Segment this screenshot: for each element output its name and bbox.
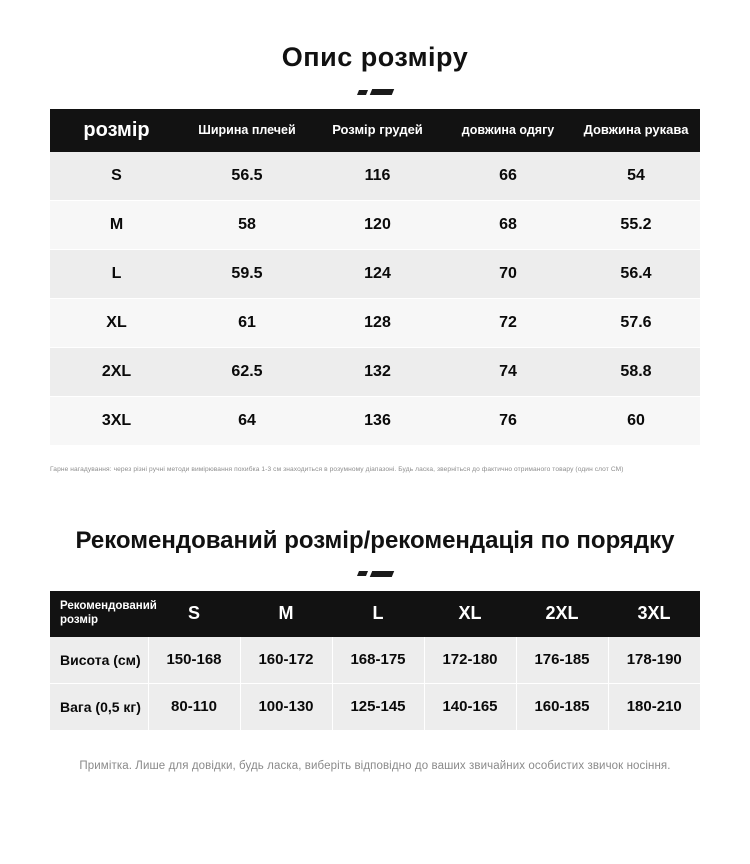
header-garment-length: довжина одягу <box>444 109 572 152</box>
cell-length: 76 <box>444 397 572 446</box>
cell-size: L <box>50 250 183 299</box>
header-shoulder-width: Ширина плечей <box>183 109 311 152</box>
header-size-m: M <box>240 591 332 637</box>
title-divider-ornament <box>0 89 750 95</box>
cell-height-m: 160-172 <box>240 637 332 684</box>
cell-chest: 136 <box>311 397 444 446</box>
cell-height-3xl: 178-190 <box>608 637 700 684</box>
table-row-height <box>50 637 700 684</box>
cell-sleeve: 56.4 <box>572 250 700 299</box>
header-size: розмір <box>50 109 183 152</box>
reference-note: Примітка. Лише для довідки, будь ласка, виберіть відповідно до ваших звичайних особистих звичок носіння. <box>79 759 671 772</box>
divider-dash-large-icon <box>369 89 393 95</box>
cell-height-l: 168-175 <box>332 637 424 684</box>
size-description-table <box>50 109 700 446</box>
table-header-row <box>50 109 700 152</box>
header-sleeve-length: Довжина рукава <box>572 109 700 152</box>
cell-shoulder: 62.5 <box>183 348 311 397</box>
cell-weight-l: 125-145 <box>332 683 424 730</box>
cell-shoulder: 58 <box>183 201 311 250</box>
cell-height-s: 150-168 <box>148 637 240 684</box>
cell-size: M <box>50 201 183 250</box>
cell-weight-3xl: 180-210 <box>608 683 700 730</box>
recommendation-title: Рекомендований розмір/рекомендація по порядку <box>75 526 675 554</box>
cell-chest: 116 <box>311 152 444 201</box>
recommendation-divider-ornament <box>0 571 750 577</box>
header-recommended-size: Рекомендований розмір <box>50 591 148 637</box>
cell-chest: 120 <box>311 201 444 250</box>
cell-length: 66 <box>444 152 572 201</box>
divider-dash-small-icon <box>356 90 367 95</box>
header-size-3xl: 3XL <box>608 591 700 637</box>
cell-shoulder: 64 <box>183 397 311 446</box>
table-row <box>50 299 700 348</box>
cell-sleeve: 58.8 <box>572 348 700 397</box>
cell-length: 68 <box>444 201 572 250</box>
cell-length: 70 <box>444 250 572 299</box>
cell-chest: 124 <box>311 250 444 299</box>
cell-weight-s: 80-110 <box>148 683 240 730</box>
page-title: Опис розміру <box>281 42 469 72</box>
cell-size: S <box>50 152 183 201</box>
cell-shoulder: 56.5 <box>183 152 311 201</box>
cell-sleeve: 60 <box>572 397 700 446</box>
divider-dash-large-icon <box>369 571 393 577</box>
cell-height-xl: 172-180 <box>424 637 516 684</box>
divider-dash-small-icon <box>356 571 367 576</box>
table-row-weight <box>50 683 700 730</box>
header-size-2xl: 2XL <box>516 591 608 637</box>
header-size-xl: XL <box>424 591 516 637</box>
cell-chest: 132 <box>311 348 444 397</box>
cell-length: 74 <box>444 348 572 397</box>
cell-sleeve: 55.2 <box>572 201 700 250</box>
table-row <box>50 348 700 397</box>
cell-weight-2xl: 160-185 <box>516 683 608 730</box>
cell-shoulder: 61 <box>183 299 311 348</box>
cell-sleeve: 54 <box>572 152 700 201</box>
row-label-weight: Вага (0,5 кг) <box>50 683 148 730</box>
table-row <box>50 152 700 201</box>
cell-size: 2XL <box>50 348 183 397</box>
table-row <box>50 250 700 299</box>
cell-shoulder: 59.5 <box>183 250 311 299</box>
header-size-s: S <box>148 591 240 637</box>
cell-height-2xl: 176-185 <box>516 637 608 684</box>
cell-size: 3XL <box>50 397 183 446</box>
cell-size: XL <box>50 299 183 348</box>
header-chest-size: Розмір грудей <box>311 109 444 152</box>
table-header-row <box>50 591 700 637</box>
table-row <box>50 397 700 446</box>
cell-weight-m: 100-130 <box>240 683 332 730</box>
recommended-size-table <box>50 591 700 730</box>
row-label-height: Висота (см) <box>50 637 148 684</box>
cell-sleeve: 57.6 <box>572 299 700 348</box>
cell-weight-xl: 140-165 <box>424 683 516 730</box>
cell-chest: 128 <box>311 299 444 348</box>
table-row <box>50 201 700 250</box>
header-size-l: L <box>332 591 424 637</box>
measurement-note: Гарне нагадування: через різні ручні методи вимірювання похибка 1-3 см знаходиться в розумному діапазоні. Будь ласка, зверніться до фактично отриманого товару (один слот СМ) <box>50 466 624 473</box>
cell-length: 72 <box>444 299 572 348</box>
